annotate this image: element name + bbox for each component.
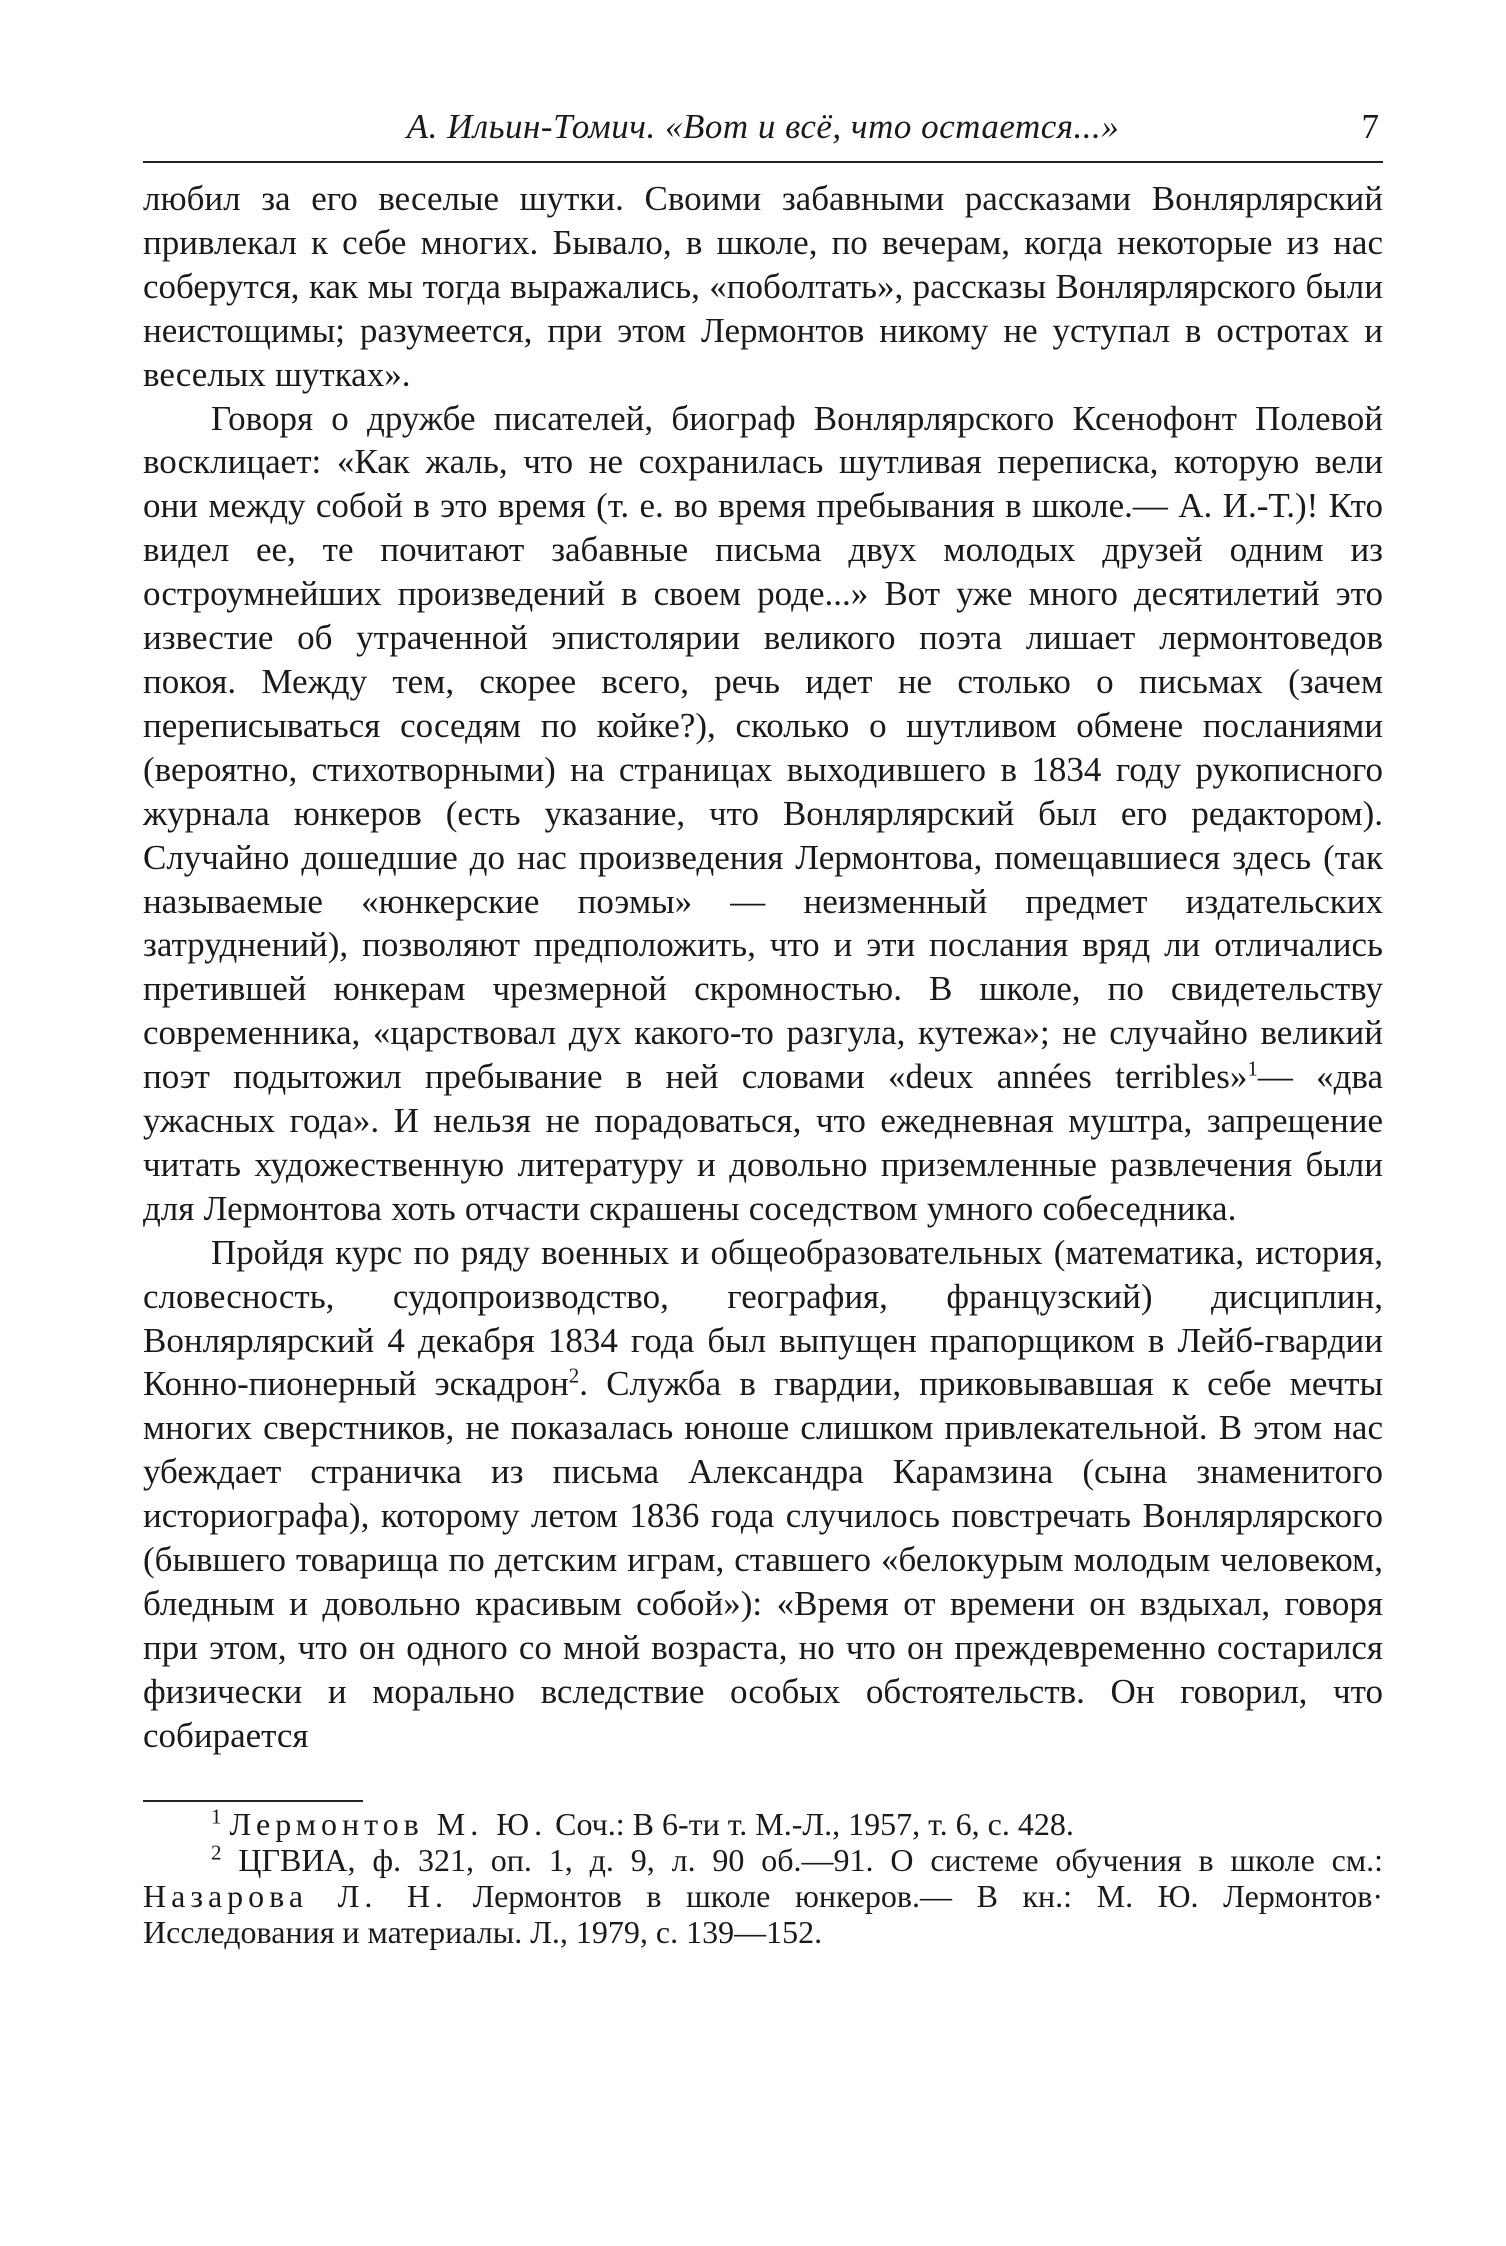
footnote-2-author: Назарова Л. Н.	[143, 1877, 448, 1914]
running-header	[143, 105, 1383, 163]
main-text	[143, 177, 1383, 1758]
footnote-divider	[143, 1800, 363, 1802]
footnote-1-mark: 1	[211, 1803, 222, 1828]
book-page	[143, 105, 1383, 1950]
footnote-2-lead: ЦГВИА, ф. 321, оп. 1, д. 9, л. 90 об.—91. О системе обучения в школе см.:	[238, 1841, 1384, 1878]
paragraph-3	[143, 1231, 1383, 1758]
footnote-1-text: Соч.: В 6-ти т. М.-Л., 1957, т. 6, с. 428.	[555, 1805, 1074, 1842]
footnote-1	[143, 1803, 1383, 1842]
paragraph-3-text-b: . Служба в гвардии, приковывавшая к себе мечты многих сверстников, не показалась юноше слишком привлекательной. В этом нас убеждает страничка из письма Александра Карамзина (сына знаменитого историографа), которому летом 1836 года случилось повстречать Вонлярлярского (бывшего товарища по детским играм, ставшего «белокурым молодым человеком, бледным и довольно красивым собой»): «Время от времени он вздыхал, говоря при этом, что он одного со мной возраста, но что он преждевременно состарился физически и морально вследствие особых обстоятельств. Он говорил, что собирается	[143, 1364, 1383, 1755]
footnote-2-mark: 2	[211, 1839, 222, 1864]
footnote-2-text: Лермонтов в школе юнкеров.— В кн.: М. Ю. Лермонтов· Исследования и материалы. Л., 1979, с. 139—152.	[143, 1877, 1384, 1950]
footnote-2	[143, 1839, 1384, 1950]
page-number: 7	[1361, 107, 1379, 146]
running-title: А. Ильин-Томич. «Вот и всё, что остается...»	[406, 107, 1120, 146]
paragraph-2-text-b: — «два ужасных года». И нельзя не порадоваться, что ежедневная муштра, запрещение читать художественную литературу и довольно приземленные развлечения были для Лермонтова хоть отчасти скрашены соседством умного собеседника.	[143, 1057, 1383, 1228]
paragraph-2-text-a: Говоря о дружбе писателей, биограф Вонлярлярского Ксенофонт Полевой восклицает: «Как жаль, что не сохранилась шутливая переписка, которую вели они между собой в это время (т. е. во время пребывания в школе.— А. И.-Т.)! Кто видел ее, те почитают забавные письма двух молодых друзей одним из остроумнейших произведений в своем роде...» Вот уже много десятилетий это известие об утраченной эпистолярии великого поэта лишает лермонтоведов покоя. Между тем, скорее всего, речь идет не столько о письмах (зачем переписываться соседям по койке?), сколько о шутливом обмене посланиями (вероятно, стихотворными) на страницах выходившего в 1834 году рукописного журнала юнкеров (есть указание, что Вонлярлярский был его редактором). Случайно дошедшие до нас произведения Лермонтова, помещавшиеся здесь (так называемые «юнкерские поэмы» — неизменный предмет издательских затруднений), позволяют предположить, что и эти послания вряд ли отличались претившей юнкерам чрезмерной скромностью. В школе, по свидетельству современника, «царствовал дух какого-то разгула, кутежа»; не случайно великий поэт подытожил пребывание в ней словами «deux années terribles»	[143, 398, 1383, 1097]
paragraph-1: любил за его веселые шутки. Своими забавными рассказами Вонлярлярский привлекал к себе многих. Бывало, в школе, по вечерам, когда некоторые из нас соберутся, как мы тогда выражались, «поболтать», рассказы Вонлярлярского были неистощимы; разумеется, при этом Лермонтов никому не уступал в остротах и веселых шутках».	[143, 179, 1383, 394]
footnotes	[143, 1803, 1384, 1950]
footnote-1-author: Лермонтов М. Ю.	[229, 1805, 548, 1842]
paragraph-3-text-a: Пройдя курс по ряду военных и общеобразовательных (математика, история, словесность, судопроизводство, география, французский) дисциплин, Вонлярлярский 4 декабря 1834 года был выпущен прапорщиком в Лейб-гвардии Конно-пионерный эскадрон	[143, 1232, 1383, 1404]
footnote-ref-1: 1	[1247, 1056, 1258, 1081]
footnote-ref-2: 2	[568, 1363, 580, 1388]
paragraph-2	[143, 397, 1383, 1231]
